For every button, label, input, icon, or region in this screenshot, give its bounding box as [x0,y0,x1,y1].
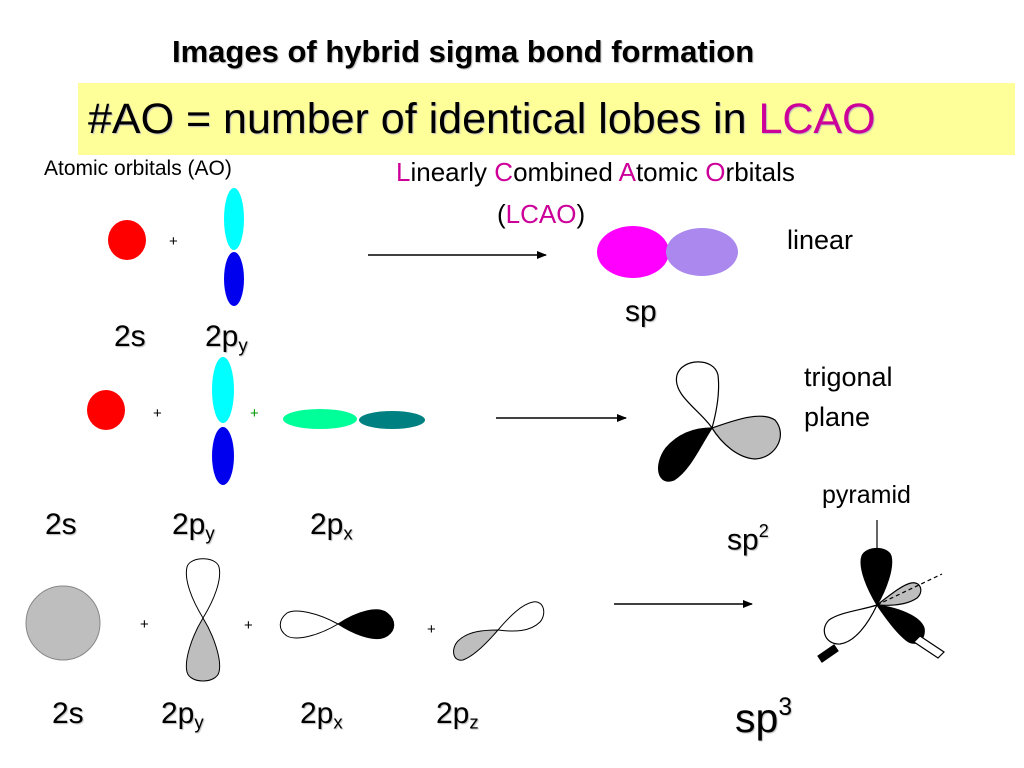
banner-prefix: #AO = number of identical lobes in [88,95,759,143]
lcao-word-rest-a: tomic [635,157,706,187]
lcao-acronym-text: LCAO [505,199,577,229]
row2-label-2py: $2p_y$ [172,508,215,544]
lcao-paren-close: ) [576,199,586,229]
row2-2px-right-lobe [359,411,425,429]
row3-label-2py: $2p_y$ [161,697,204,733]
row3-label-2px: $2p_x$ [300,697,343,733]
banner-lcao: LCAO [758,95,876,143]
row3-label-2pz: $2p_z$ [436,697,479,733]
sp3-pyramid-hybrid [818,520,944,662]
row3-2px-right-lobe [338,610,394,639]
lcao-letter-a: A [618,157,636,187]
row1-label-2s: 2s [114,320,146,353]
pyramid-geometry-label: pyramid [822,481,911,509]
sp3-label: $sp^3$ [735,694,792,742]
sp3-white-lobe [824,605,877,644]
row3-plus-sign-2: + [244,617,253,634]
sp-label: sp [625,295,657,328]
row3-2py-upper-lobe [186,559,219,618]
row3-2pz-upper-lobe [498,602,544,631]
row2-2px-left-lobe [283,409,357,429]
row2-2py-upper-lobe [212,357,234,423]
slide-title: Images of hybrid sigma bond formation [172,34,755,69]
row2-plus-sign-1: + [153,405,162,422]
row3-2py-lower-lobe [186,618,219,681]
row3-label-2s: 2s [52,697,84,730]
sp3-right-black-lobe [877,605,924,643]
row2-plus-sign-2: + [250,405,259,422]
trigonal-geometry-label-line1: trigonal [804,362,893,392]
row1-2py-lower-lobe [224,252,244,306]
sp2-trigonal-hybrid [659,362,781,481]
row2-label-2px: $2p_x$ [310,508,353,544]
row2-2py-lower-lobe [212,427,234,485]
lcao-letter-o: O [705,157,726,187]
sp-major-lobe [597,226,669,278]
row3-plus-sign-1: + [140,616,149,633]
lcao-word-rest-l: inearly [410,157,495,187]
lcao-word-rest-c: ombined [513,157,619,187]
row3-2px-left-lobe [280,611,338,638]
row1-2s-orbital [108,220,146,260]
row3-2s-orbital [26,586,100,660]
lcao-letter-l: L [396,157,411,187]
atomic-orbitals-heading: Atomic orbitals (AO) [44,157,232,180]
sp2-black-lobe [659,428,712,481]
row3-2pz-lower-lobe [454,630,498,660]
sp-minor-lobe [666,228,738,276]
row1-2py-upper-lobe [224,188,244,250]
sp2-label: $sp^2$ [727,521,769,557]
trigonal-geometry-label-line2: plane [804,402,871,432]
row3-plus-sign-3: + [427,621,436,638]
sp3-black-stub [818,645,838,662]
row2-2s-orbital [87,390,125,430]
lcao-letter-c: C [494,157,514,187]
linear-geometry-label: linear [787,225,854,255]
sp3-white-stub [914,636,944,658]
sp2-white-lobe [676,362,718,428]
lcao-word-rest-o: rbitals [725,157,795,187]
row1-plus-sign: + [169,233,178,250]
sp2-grey-lobe [712,416,780,459]
row1-label-2py: $2p_y$ [205,320,248,356]
row2-label-2s: 2s [45,508,77,541]
lcao-paren-open: ( [497,199,506,229]
